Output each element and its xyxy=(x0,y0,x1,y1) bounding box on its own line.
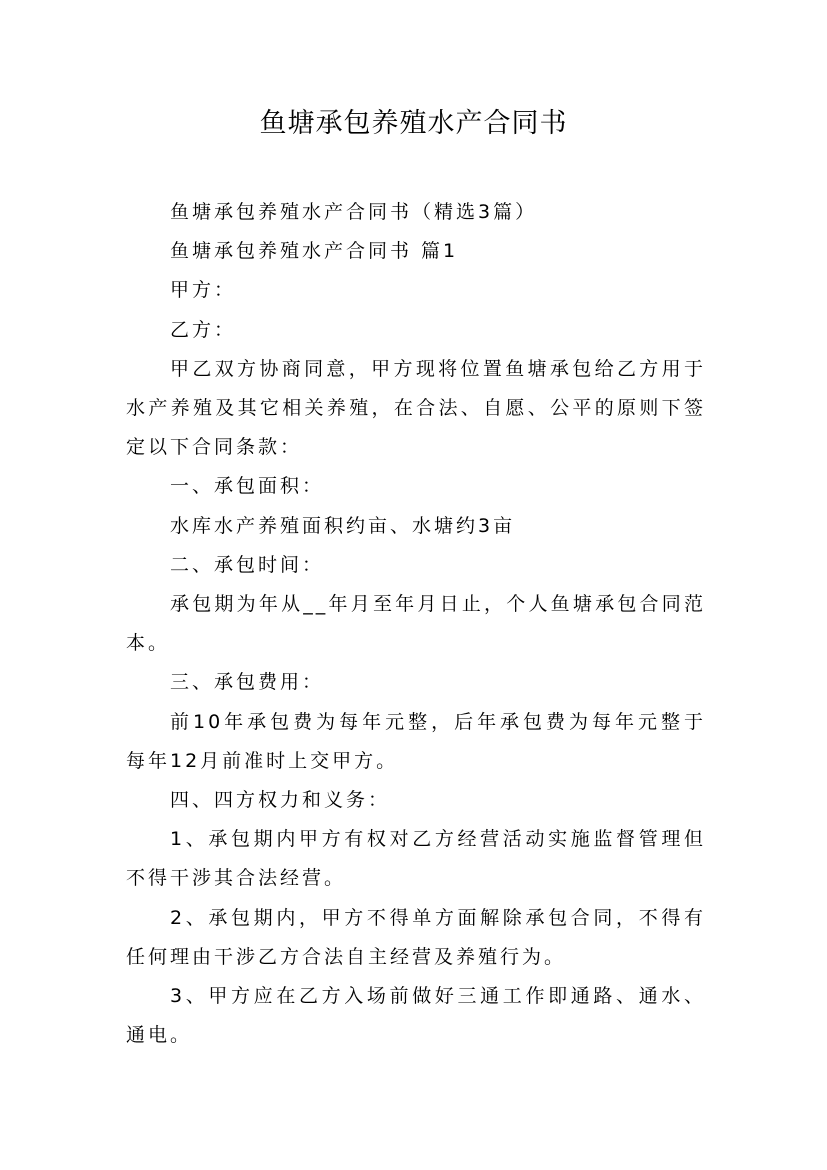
paragraph-clause-3-heading: 三、承包费用： xyxy=(170,671,325,694)
paragraph-term: 承包期为年从__年月至年月日止，个人鱼塘承包合同范本。 xyxy=(126,593,706,655)
paragraph-clause-1-heading: 一、承包面积： xyxy=(170,475,325,498)
paragraph-area: 水库水产养殖面积约亩、水塘约3亩 xyxy=(170,514,516,537)
paragraph-subtitle: 鱼塘承包养殖水产合同书（精选3篇） xyxy=(170,201,538,223)
paragraph-party-b: 乙方： xyxy=(170,318,237,341)
paragraph-right-3: 3、甲方应在乙方入场前做好三通工作即通路、通水、通电。 xyxy=(126,985,706,1047)
paragraph-party-a: 甲方： xyxy=(170,279,237,302)
paragraph-right-2: 2、承包期内，甲方不得单方面解除承包合同，不得有任何理由干涉乙方合法自主经营及养殖行为。 xyxy=(126,906,706,968)
document-body xyxy=(126,193,706,1055)
paragraph-clause-2-heading: 二、承包时间： xyxy=(170,553,325,576)
paragraph-agreement: 甲乙双方协商同意，甲方现将位置鱼塘承包给乙方用于水产养殖及其它相关养殖，在合法、自愿、公平的原则下签定以下合同条款： xyxy=(126,357,706,459)
paragraph-section-heading: 鱼塘承包养殖水产合同书 篇1 xyxy=(170,240,459,263)
paragraph-right-1: 1、承包期内甲方有权对乙方经营活动实施监督管理但不得干涉其合法经营。 xyxy=(126,828,706,890)
paragraph-clause-4-heading: 四、四方权力和义务： xyxy=(170,789,391,812)
paragraph-fee: 前10年承包费为每年元整，后年承包费为每年元整于每年12月前准时上交甲方。 xyxy=(126,710,706,772)
document-title: 鱼塘承包养殖水产合同书 xyxy=(259,108,568,139)
